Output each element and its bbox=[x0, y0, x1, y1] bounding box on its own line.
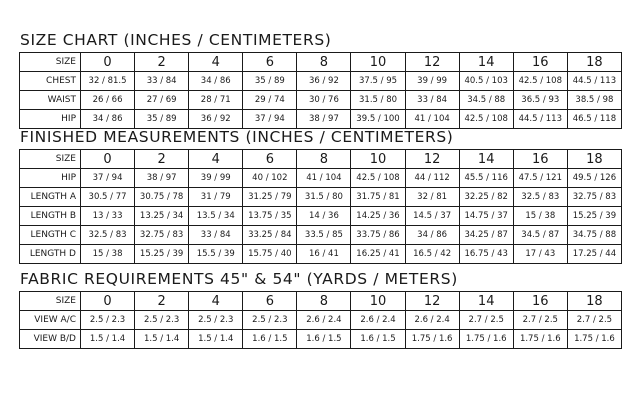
size-column-header: 14 bbox=[459, 150, 513, 169]
measurement-cell: 14.5 / 37 bbox=[405, 207, 459, 226]
measurement-cell: 15.5 / 39 bbox=[189, 245, 243, 264]
measurement-cell: 16.5 / 42 bbox=[405, 245, 459, 264]
measurement-cell: 32.5 / 83 bbox=[513, 188, 567, 207]
size-column-header: 18 bbox=[567, 53, 621, 72]
size-column-header: 4 bbox=[189, 150, 243, 169]
measurement-cell: 32.5 / 83 bbox=[81, 226, 135, 245]
row-label: LENGTH D bbox=[20, 245, 81, 264]
measurement-cell: 2.6 / 2.4 bbox=[405, 311, 459, 330]
measurement-cell: 2.5 / 2.3 bbox=[135, 311, 189, 330]
measurement-cell: 49.5 / 126 bbox=[567, 169, 621, 188]
measurement-cell: 39.5 / 100 bbox=[351, 110, 405, 129]
measurement-cell: 1.75 / 1.6 bbox=[567, 330, 621, 349]
measurement-cell: 42.5 / 108 bbox=[459, 110, 513, 129]
size-column-header: 0 bbox=[81, 53, 135, 72]
measurement-cell: 30.5 / 77 bbox=[81, 188, 135, 207]
measurement-cell: 42.5 / 108 bbox=[351, 169, 405, 188]
measurement-cell: 33 / 84 bbox=[405, 91, 459, 110]
table-row bbox=[20, 188, 622, 207]
row-label: LENGTH B bbox=[20, 207, 81, 226]
measurement-cell: 37 / 94 bbox=[243, 110, 297, 129]
measurement-cell: 32.75 / 83 bbox=[567, 188, 621, 207]
header-row bbox=[20, 292, 622, 311]
row-label: CHEST bbox=[20, 72, 81, 91]
size-chart-title: SIZE CHART (INCHES / CENTIMETERS) bbox=[20, 31, 332, 49]
size-column-header: 0 bbox=[81, 150, 135, 169]
table-row bbox=[20, 311, 622, 330]
size-column-header: 6 bbox=[243, 292, 297, 311]
measurement-cell: 1.75 / 1.6 bbox=[513, 330, 567, 349]
measurement-cell: 32 / 81.5 bbox=[81, 72, 135, 91]
measurement-cell: 13.25 / 34 bbox=[135, 207, 189, 226]
measurement-cell: 1.75 / 1.6 bbox=[459, 330, 513, 349]
size-column-header: 18 bbox=[567, 292, 621, 311]
measurement-cell: 42.5 / 108 bbox=[513, 72, 567, 91]
row-label: VIEW A/C bbox=[20, 311, 81, 330]
measurement-cell: 15.25 / 39 bbox=[135, 245, 189, 264]
measurement-cell: 17.25 / 44 bbox=[567, 245, 621, 264]
size-column-header: 4 bbox=[189, 53, 243, 72]
size-chart-table bbox=[19, 52, 622, 129]
measurement-cell: 31.75 / 81 bbox=[351, 188, 405, 207]
measurement-cell: 27 / 69 bbox=[135, 91, 189, 110]
table-row bbox=[20, 91, 622, 110]
size-column-header: 14 bbox=[459, 53, 513, 72]
measurement-cell: 31.5 / 80 bbox=[297, 188, 351, 207]
measurement-cell: 30 / 76 bbox=[297, 91, 351, 110]
measurement-cell: 44 / 112 bbox=[405, 169, 459, 188]
measurement-cell: 35 / 89 bbox=[243, 72, 297, 91]
row-label: HIP bbox=[20, 110, 81, 129]
measurement-cell: 36 / 92 bbox=[297, 72, 351, 91]
measurement-cell: 46.5 / 118 bbox=[567, 110, 621, 129]
measurement-cell: 16.75 / 43 bbox=[459, 245, 513, 264]
measurement-cell: 13.5 / 34 bbox=[189, 207, 243, 226]
size-column-header: 10 bbox=[351, 53, 405, 72]
measurement-cell: 1.6 / 1.5 bbox=[297, 330, 351, 349]
measurement-cell: 34.75 / 88 bbox=[567, 226, 621, 245]
measurement-cell: 13 / 33 bbox=[81, 207, 135, 226]
size-column-header: 8 bbox=[297, 53, 351, 72]
measurement-cell: 37 / 94 bbox=[81, 169, 135, 188]
table-row bbox=[20, 245, 622, 264]
size-column-header: 10 bbox=[351, 150, 405, 169]
measurement-cell: 29 / 74 bbox=[243, 91, 297, 110]
measurement-cell: 1.75 / 1.6 bbox=[405, 330, 459, 349]
measurement-cell: 32.75 / 83 bbox=[135, 226, 189, 245]
measurement-cell: 28 / 71 bbox=[189, 91, 243, 110]
size-column-header: 8 bbox=[297, 150, 351, 169]
measurement-cell: 13.75 / 35 bbox=[243, 207, 297, 226]
measurement-cell: 17 / 43 bbox=[513, 245, 567, 264]
finished-measurements-title: FINISHED MEASUREMENTS (INCHES / CENTIMETERS) bbox=[20, 128, 454, 146]
measurement-cell: 1.5 / 1.4 bbox=[189, 330, 243, 349]
measurement-cell: 26 / 66 bbox=[81, 91, 135, 110]
measurement-cell: 34 / 86 bbox=[81, 110, 135, 129]
size-column-header: 8 bbox=[297, 292, 351, 311]
size-header-label: SIZE bbox=[20, 150, 81, 169]
measurement-cell: 1.6 / 1.5 bbox=[243, 330, 297, 349]
size-column-header: 12 bbox=[405, 53, 459, 72]
finished-measurements-table bbox=[19, 149, 622, 264]
size-column-header: 12 bbox=[405, 292, 459, 311]
measurement-cell: 16 / 41 bbox=[297, 245, 351, 264]
measurement-cell: 33.25 / 84 bbox=[243, 226, 297, 245]
size-column-header: 16 bbox=[513, 53, 567, 72]
size-column-header: 6 bbox=[243, 150, 297, 169]
measurement-cell: 2.5 / 2.3 bbox=[189, 311, 243, 330]
measurement-cell: 16.25 / 41 bbox=[351, 245, 405, 264]
measurement-cell: 1.5 / 1.4 bbox=[135, 330, 189, 349]
measurement-cell: 2.6 / 2.4 bbox=[351, 311, 405, 330]
row-label: WAIST bbox=[20, 91, 81, 110]
measurement-cell: 32 / 81 bbox=[405, 188, 459, 207]
measurement-cell: 2.7 / 2.5 bbox=[459, 311, 513, 330]
size-column-header: 14 bbox=[459, 292, 513, 311]
size-column-header: 12 bbox=[405, 150, 459, 169]
measurement-cell: 34.5 / 87 bbox=[513, 226, 567, 245]
measurement-cell: 35 / 89 bbox=[135, 110, 189, 129]
measurement-cell: 1.6 / 1.5 bbox=[351, 330, 405, 349]
measurement-cell: 31.5 / 80 bbox=[351, 91, 405, 110]
row-label: LENGTH C bbox=[20, 226, 81, 245]
measurement-cell: 31.25 / 79 bbox=[243, 188, 297, 207]
size-column-header: 16 bbox=[513, 292, 567, 311]
measurement-cell: 34.25 / 87 bbox=[459, 226, 513, 245]
measurement-cell: 30.75 / 78 bbox=[135, 188, 189, 207]
size-column-header: 2 bbox=[135, 292, 189, 311]
measurement-cell: 40.5 / 103 bbox=[459, 72, 513, 91]
measurement-cell: 32.25 / 82 bbox=[459, 188, 513, 207]
measurement-cell: 39 / 99 bbox=[189, 169, 243, 188]
measurement-cell: 44.5 / 113 bbox=[513, 110, 567, 129]
measurement-cell: 39 / 99 bbox=[405, 72, 459, 91]
size-column-header: 2 bbox=[135, 150, 189, 169]
measurement-cell: 14.75 / 37 bbox=[459, 207, 513, 226]
size-column-header: 10 bbox=[351, 292, 405, 311]
measurement-cell: 38 / 97 bbox=[297, 110, 351, 129]
measurement-cell: 2.7 / 2.5 bbox=[567, 311, 621, 330]
size-column-header: 0 bbox=[81, 292, 135, 311]
measurement-cell: 41 / 104 bbox=[297, 169, 351, 188]
measurement-cell: 33 / 84 bbox=[189, 226, 243, 245]
table-row bbox=[20, 207, 622, 226]
table-row bbox=[20, 226, 622, 245]
measurement-cell: 38.5 / 98 bbox=[567, 91, 621, 110]
size-header-label: SIZE bbox=[20, 53, 81, 72]
measurement-cell: 47.5 / 121 bbox=[513, 169, 567, 188]
size-column-header: 4 bbox=[189, 292, 243, 311]
size-header-label: SIZE bbox=[20, 292, 81, 311]
measurement-cell: 36.5 / 93 bbox=[513, 91, 567, 110]
table-row bbox=[20, 72, 622, 91]
measurement-cell: 40 / 102 bbox=[243, 169, 297, 188]
measurement-cell: 33.5 / 85 bbox=[297, 226, 351, 245]
header-row bbox=[20, 53, 622, 72]
measurement-cell: 1.5 / 1.4 bbox=[81, 330, 135, 349]
measurement-cell: 14.25 / 36 bbox=[351, 207, 405, 226]
row-label: VIEW B/D bbox=[20, 330, 81, 349]
measurement-cell: 45.5 / 116 bbox=[459, 169, 513, 188]
measurement-cell: 36 / 92 bbox=[189, 110, 243, 129]
table-row bbox=[20, 110, 622, 129]
measurement-cell: 34 / 86 bbox=[405, 226, 459, 245]
table-row bbox=[20, 330, 622, 349]
measurement-cell: 14 / 36 bbox=[297, 207, 351, 226]
measurement-cell: 15.75 / 40 bbox=[243, 245, 297, 264]
measurement-cell: 33 / 84 bbox=[135, 72, 189, 91]
measurement-cell: 41 / 104 bbox=[405, 110, 459, 129]
measurement-cell: 2.5 / 2.3 bbox=[243, 311, 297, 330]
header-row bbox=[20, 150, 622, 169]
measurement-cell: 15 / 38 bbox=[81, 245, 135, 264]
measurement-cell: 31 / 79 bbox=[189, 188, 243, 207]
measurement-cell: 2.7 / 2.5 bbox=[513, 311, 567, 330]
fabric-requirements-table bbox=[19, 291, 622, 349]
measurement-cell: 33.75 / 86 bbox=[351, 226, 405, 245]
measurement-cell: 2.5 / 2.3 bbox=[81, 311, 135, 330]
size-column-header: 16 bbox=[513, 150, 567, 169]
measurement-cell: 34.5 / 88 bbox=[459, 91, 513, 110]
measurement-cell: 37.5 / 95 bbox=[351, 72, 405, 91]
size-column-header: 6 bbox=[243, 53, 297, 72]
size-column-header: 2 bbox=[135, 53, 189, 72]
measurement-cell: 34 / 86 bbox=[189, 72, 243, 91]
fabric-requirements-title: FABRIC REQUIREMENTS 45" & 54" (YARDS / METERS) bbox=[20, 270, 458, 288]
measurement-cell: 15.25 / 39 bbox=[567, 207, 621, 226]
table-row bbox=[20, 169, 622, 188]
row-label: LENGTH A bbox=[20, 188, 81, 207]
measurement-cell: 2.6 / 2.4 bbox=[297, 311, 351, 330]
measurement-cell: 15 / 38 bbox=[513, 207, 567, 226]
row-label: HIP bbox=[20, 169, 81, 188]
measurement-cell: 44.5 / 113 bbox=[567, 72, 621, 91]
size-column-header: 18 bbox=[567, 150, 621, 169]
measurement-cell: 38 / 97 bbox=[135, 169, 189, 188]
